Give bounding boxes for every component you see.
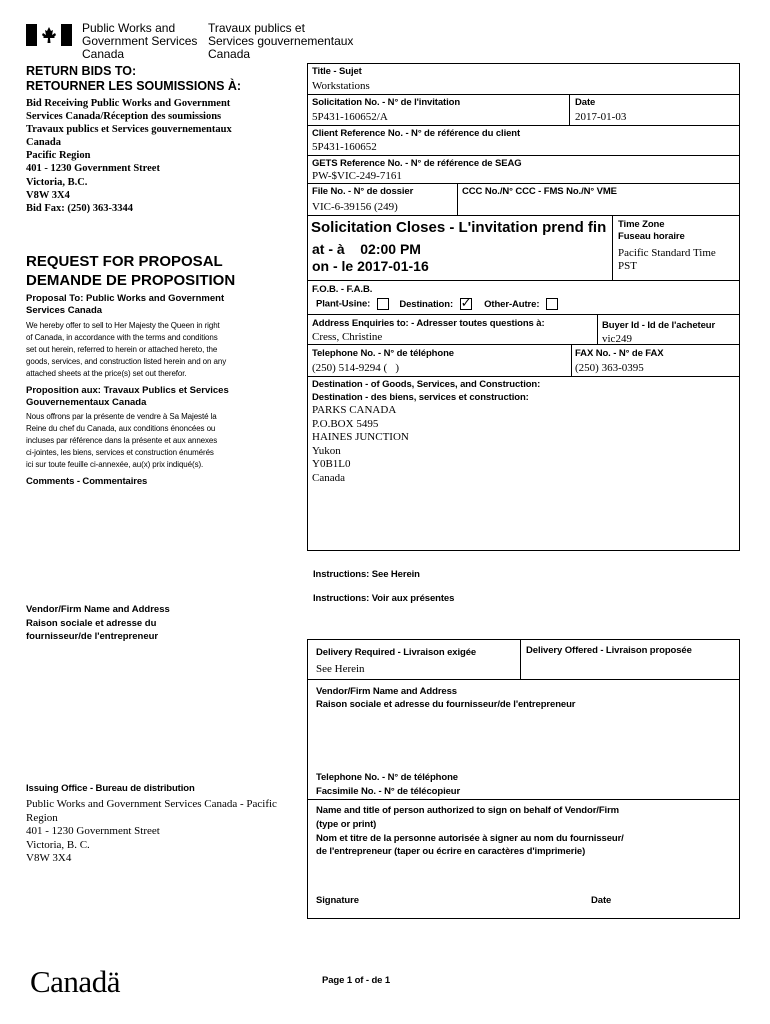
destination-address: PARKS CANADA P.O.BOX 5495 HAINES JUNCTION Yukon Y0B1L0 Canada	[312, 404, 409, 484]
ccc-no-label: CCC No./N° CCC - FMS No./N° VME	[462, 186, 617, 197]
buyer-id-value: vic249	[602, 333, 632, 345]
rfp-title: REQUEST FOR PROPOSAL DEMANDE DE PROPOSITION	[26, 253, 236, 289]
title-value: Workstations	[312, 80, 370, 92]
file-no-label: File No. - N° de dossier	[312, 186, 414, 197]
dept-name-fr: Travaux publics et Services gouvernementaux Canada	[208, 21, 354, 61]
fob-options	[316, 295, 562, 310]
destination-label: Destination:	[399, 298, 454, 310]
delivery-offered-label: Delivery Offered - Livraison proposée	[526, 645, 692, 656]
on-label: on - le	[312, 258, 354, 274]
return-address: Bid Receiving Public Works and Government Services Canada/Réception des soumissions Travaux publics et Services gouvernementaux Canada Pacific Region 401 - 1230 Government Street Victoria, B.C. V8W 3X4 Bid Fax: (250) 363-3344	[26, 98, 232, 214]
return-bids-heading	[26, 64, 241, 94]
authorized-person-label: Name and title of person authorized to sign on behalf of Vendor/Firm (type or print) Nom et titre de la personne autorisée à signer au nom du fournisseur/ de l'entrepreneur (taper ou écrire en caractères d'imprimerie)	[316, 805, 624, 858]
destination-goods-label: Destination - of Goods, Services, and Construction: Destination - des biens, services et construction:	[312, 379, 541, 403]
time-zone-value: Pacific Standard Time PST	[618, 247, 716, 272]
vendor-address-field[interactable]	[312, 714, 736, 766]
vendor-fax-label: Facsimile No. - N° de télécopieur	[316, 785, 461, 797]
close-date: 2017-01-16	[357, 258, 429, 274]
vendor-contact-labels	[316, 771, 460, 798]
fob-label: F.O.B. - F.A.B.	[312, 284, 373, 295]
client-ref-value: 5P431-160652	[312, 141, 377, 153]
signature-date-label: Date	[591, 895, 612, 906]
delivery-required-label: Delivery Required - Livraison exigée	[316, 647, 477, 658]
issuing-office-label: Issuing Office - Bureau de distribution	[26, 783, 195, 794]
gets-ref-label: GETS Reference No. - N° de référence de SEAG	[312, 158, 522, 169]
return-bids-en: RETURN BIDS TO:	[26, 64, 137, 78]
page-number: Page 1 of - de 1	[322, 975, 391, 986]
vendor-address-label: Vendor/Firm Name and Address Raison sociale et adresse du fournisseur/de l'entrepreneur	[316, 686, 576, 710]
at-label: at - à	[312, 241, 345, 257]
instructions-fr: Instructions: Voir aux présentes	[313, 593, 455, 604]
solicitation-closes-label: Solicitation Closes - L'invitation prend fin	[311, 219, 607, 236]
phone-value: (250) 514-9294 ( )	[312, 362, 400, 374]
solicitation-no-label: Solicitation No. - N° de l'invitation	[312, 97, 461, 108]
delivery-required-value: See Herein	[316, 663, 365, 675]
delivery-offered-field[interactable]	[522, 657, 736, 677]
title-label: Title - Sujet	[312, 66, 362, 77]
vendor-address-label-left: Vendor/Firm Name and Address Raison sociale et adresse du fournisseur/de l'entrepreneur	[26, 604, 170, 642]
file-no-value: VIC-6-39156 (249)	[312, 201, 398, 213]
return-bids-fr: RETOURNER LES SOUMISSIONS À:	[26, 79, 242, 93]
government-logo	[26, 24, 72, 46]
issuing-office-address: Public Works and Government Services Canada - Pacific Region 401 - 1230 Government Street Victoria, B. C. V8W 3X4	[26, 798, 277, 864]
gets-ref-value: PW-$VIC-249-7161	[312, 170, 402, 182]
canada-wordmark: Canadä	[30, 964, 120, 999]
close-date-line	[312, 258, 429, 274]
vendor-phone-label: Telephone No. - N° de téléphone	[316, 772, 458, 783]
check-icon: ✓	[460, 295, 472, 310]
close-time-line	[312, 241, 421, 257]
signature-label: Signature	[316, 895, 359, 906]
date-value: 2017-01-03	[575, 111, 627, 123]
plant-label: Plant-Usine:	[316, 298, 371, 310]
date-label: Date	[575, 97, 596, 108]
time-zone-label: Time Zone Fuseau horaire	[618, 219, 685, 242]
authorized-person-field[interactable]	[312, 862, 736, 890]
buyer-id-label: Buyer Id - Id de l'acheteur	[602, 320, 716, 331]
enquiries-value: Cress, Christine	[312, 331, 383, 343]
solicitation-no-value: 5P431-160652/A	[312, 111, 388, 123]
plant-checkbox[interactable]	[377, 298, 389, 310]
fax-value: (250) 363-0395	[575, 362, 644, 374]
fax-label: FAX No. - N° de FAX	[575, 348, 664, 359]
offer-text-fr: Nous offrons par la présente de vendre à Sa Majesté la Reine du chef du Canada, aux conditions énoncées ou incluses par référence dans la présente et aux annexes ci-jointes, les biens, services et construction énumérés ici sur toute feuille ci-annexée, au(x) prix indiqué(s).	[26, 412, 218, 469]
instructions-en: Instructions: See Herein	[313, 569, 420, 580]
phone-label: Telephone No. - N° de téléphone	[312, 348, 454, 359]
proposal-to: Proposal To: Public Works and Government Services Canada	[26, 293, 225, 316]
client-ref-label: Client Reference No. - N° de référence du client	[312, 128, 521, 139]
comments-label: Comments - Commentaires	[26, 476, 148, 487]
other-checkbox[interactable]	[546, 298, 558, 310]
close-time: 02:00 PM	[360, 241, 421, 257]
canada-flag-icon	[26, 24, 72, 46]
offer-text-en: We hereby offer to sell to Her Majesty the Queen in right of Canada, in accordance with the terms and conditions set out herein, referred to herein or attached hereto, the goods, services, and construction listed herein and on any attached sheets at the price(s) set out therefor.	[26, 321, 227, 378]
dept-name-en: Public Works and Government Services Canada	[82, 21, 198, 61]
enquiries-label: Address Enquiries to: - Adresser toutes questions à:	[312, 318, 545, 329]
proposition-aux: Proposition aux: Travaux Publics et Services Gouvernementaux Canada	[26, 385, 229, 408]
destination-checkbox[interactable]	[460, 295, 472, 310]
other-label: Other-Autre:	[484, 298, 540, 310]
